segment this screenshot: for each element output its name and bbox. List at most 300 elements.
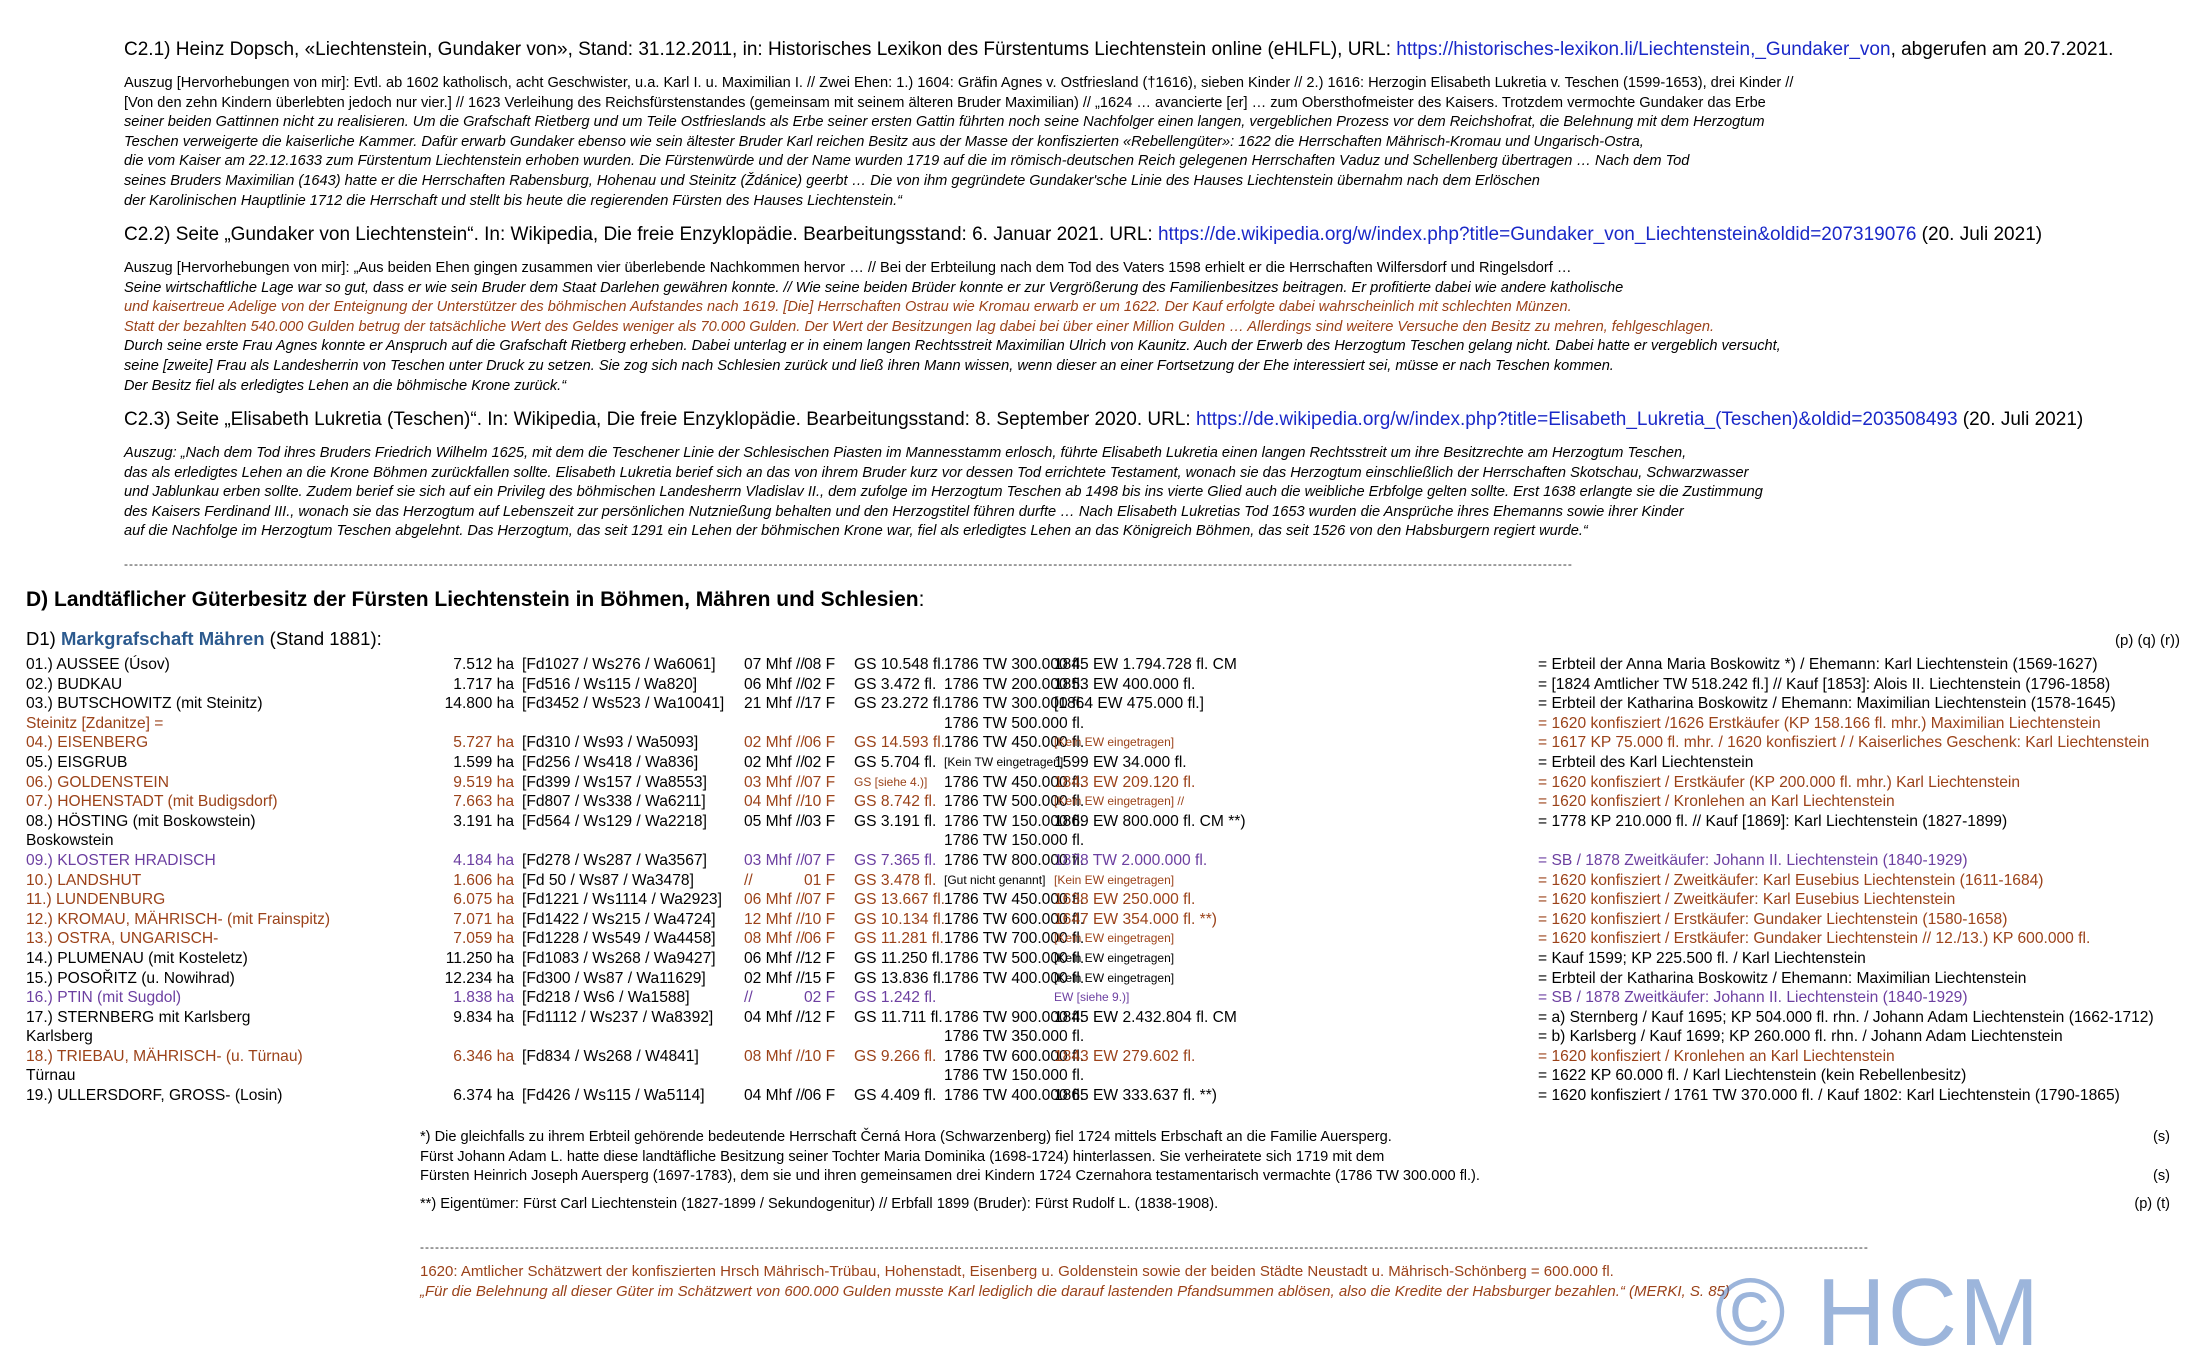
ownership-note: = 1620 konfisziert / Kronlehen an Karl Liechtenstein (1538, 793, 1895, 811)
spacer (1238, 929, 1538, 949)
footnote-doublestar: **) Eigentümer: Fürst Carl Liechtenstein (1827-1899 / Sekundogenitur) // Erbfall 1899 (Bruder): Fürst Rudolf L. (1838-1908). (p) (t) (420, 1195, 2170, 1212)
c21-line: [Von den zehn Kindern überlebten jedoch nur vier.] // 1623 Verleihung des Reichsfürstenstandes (gemeinsam mit seinem älteren Bruder Maximilian) // „1624 … avancierte [er] … zum Obersthofmeister des Kaisers. Trotzdem vermochte Gundaker das Erbe (124, 94, 1766, 111)
ownership-note: = 1620 konfisziert / Erstkäufer: Gundaker Liechtenstein (1580-1658) (1538, 910, 2008, 928)
section-c21 (124, 38, 2184, 211)
table-row (26, 910, 2191, 930)
fd-ws-wa: [Fd1083 / Ws268 / Wa9427] (522, 949, 716, 967)
c23-line: das als erledigtes Lehen an die Krone Böhmen zurückfallen sollte. Elisabeth Lukretia berief sich an das von ihrem Bruder kurz vor dessen Tod errichtete Testament, wonach sie das Herzogtum einschließlich der Herrschaften Skotschau, Schwarzwasser (124, 464, 1749, 481)
estate-name: Karlsberg (26, 1028, 93, 1046)
tw-value: 1786 TW 150.000 fl. (944, 832, 1085, 850)
area-ha: 5.727 ha (453, 734, 514, 752)
ownership-note: = 1620 konfisziert / Erstkäufer (KP 200.000 fl. mhr.) Karl Liechtenstein (1538, 773, 2021, 791)
ew-value: 1853 EW 400.000 fl. (1054, 675, 1196, 693)
area-ha: 11.250 ha (445, 949, 514, 967)
ownership-note: = a) Sternberg / Kauf 1695; KP 504.000 fl. rhn. / Johann Adam Liechtenstein (1662-1712) (1538, 1008, 2154, 1026)
ownership-note: = Kauf 1599; KP 225.500 fl. / Karl Liechtenstein (1538, 949, 1866, 967)
f: 12 F (804, 1008, 836, 1026)
table-row (26, 773, 2191, 793)
spacer (1238, 773, 1538, 793)
mhf: 08 Mhf // (744, 930, 805, 948)
f: 01 F (804, 871, 836, 889)
section-c23 (124, 408, 2184, 542)
ownership-note: = 1620 konfisziert / 1761 TW 370.000 fl. / Kauf 1802: Karl Liechtenstein (1790-1865) (1538, 1087, 2120, 1105)
estate-name: 03.) BUTSCHOWITZ (mit Steinitz) (26, 695, 263, 713)
tw-value: 1786 TW 350.000 fl. (944, 1028, 1085, 1046)
spacer (514, 655, 522, 675)
c23-line: und Jablunkau erben sollte. Zudem berief sie sich auf ein Privileg des böhmischen Landesherrn Vladislav II., dem zufolge im Herzogtum Teschen ab 1498 bis ins vierte Glied auch die weibliche Erbfolge gelten sollte. Erst 1638 erlangte sie die Zustimmung (124, 484, 1763, 501)
ew-value: 1869 EW 800.000 fl. CM **) (1054, 812, 1246, 830)
mhf: 04 Mhf // (744, 1008, 805, 1026)
fd-ws-wa: [Fd 50 / Ws87 / Wa3478] (522, 871, 694, 889)
estate-name: 02.) BUDKAU (26, 675, 123, 693)
ownership-note: = 1778 KP 210.000 fl. // Kauf [1869]: Karl Liechtenstein (1827-1899) (1538, 812, 2008, 830)
tw-value: 1786 TW 450.000 fl. (944, 773, 1085, 791)
c21-title: C2.1) Heinz Dopsch, «Liechtenstein, Gundaker von», Stand: 31.12.2011, in: Historisches Lexikon des Fürstentums Liechtenstein online (eHLFL), URL: https://historisches-lexikon.li/Liechtenstein,_Gundaker_von, abgerufen am 20.7.2021. (124, 39, 2114, 60)
c22-line: Durch seine erste Frau Agnes konnte er Anspruch auf die Grafschaft Rietberg erheben. Dabei unterlag er in einem langen Rechtsstreit Maximilian Ulrich von Kaunitz. Auch der Erwerb des Herzogtum Teschen gelang nicht. Dabei hatte er vergeblich versucht, (124, 338, 1781, 355)
estate-name: 19.) ULLERSDORF, GROSS- (Losin) (26, 1087, 283, 1105)
estate-name: 11.) LUNDENBURG (26, 891, 166, 909)
c22-line: seine [zweite] Frau als Landesherrin von Teschen unter Druck zu setzen. Sie zog sich nach Schlesien zurück und ließ ihren Mann wissen, wenn dieser an einer Fortsetzung der Ehe interessiert sei, müsse er nach Teschen kommen. (124, 357, 1614, 374)
spacer (1238, 1027, 1538, 1047)
ew-value: 1878 TW 2.000.000 fl. (1054, 851, 1208, 869)
ew-value: EW [siehe 9.)] (1054, 990, 1130, 1005)
ownership-note: = SB / 1878 Zweitkäufer: Johann II. Liechtenstein (1840-1929) (1538, 989, 1968, 1007)
fd-ws-wa: [Fd1221 / Ws1114 / Wa2923] (522, 891, 722, 909)
area-ha: 3.191 ha (453, 812, 514, 830)
tw-value: 1786 TW 700.000 fl. (944, 930, 1085, 948)
table-row (26, 655, 2191, 675)
f: 15 F (804, 969, 836, 987)
gs-value: GS 3.472 fl. (854, 675, 937, 693)
spacer (514, 988, 522, 1008)
tw-value: 1786 TW 150.000 fl. (944, 812, 1085, 830)
spacer (1238, 714, 1538, 734)
c21-excerpt (124, 74, 2184, 211)
ew-value: [1864 EW 475.000 fl.] (1054, 695, 1204, 713)
table-row (26, 871, 2191, 891)
f: 02 F (804, 675, 836, 693)
table-row (26, 714, 2191, 734)
gs-value: GS 5.704 fl. (854, 753, 937, 771)
fd-ws-wa: [Fd426 / Ws115 / Wa5114] (522, 1087, 705, 1105)
spacer (514, 890, 522, 910)
fd-ws-wa: [Fd834 / Ws268 / W4841] (522, 1047, 699, 1065)
fd-ws-wa: [Fd564 / Ws129 / Wa2218] (522, 812, 707, 830)
area-ha: 1.599 ha (453, 753, 514, 771)
spacer (1238, 851, 1538, 871)
spacer (1238, 694, 1538, 714)
c22-excerpt (124, 259, 2184, 396)
area-ha (406, 1066, 514, 1086)
gs-value: GS 3.191 fl. (854, 812, 937, 830)
spacer (1238, 910, 1538, 930)
fd-ws-wa: [Fd1228 / Ws549 / Wa4458] (522, 930, 716, 948)
tw-value: [Gut nicht genannt] (944, 872, 1046, 887)
ew-value: [Kein EW eingetragen] // (1054, 794, 1185, 809)
spacer (1238, 733, 1538, 753)
ownership-note (1538, 831, 2191, 851)
section-c22 (124, 223, 2184, 396)
mhf: 04 Mhf // (744, 793, 805, 811)
spacer (514, 929, 522, 949)
gs-value: GS 23.272 fl. (854, 695, 946, 713)
f: 08 F (804, 656, 836, 673)
mhf: 02 Mhf // (744, 753, 805, 771)
spacer (1238, 1066, 1538, 1086)
ownership-note: = 1620 konfisziert / Zweitkäufer: Karl Eusebius Liechtenstein (1538, 891, 1956, 909)
ew-value: [Kein EW eingetragen] (1054, 872, 1175, 887)
separator-line-bottom: -------------------------------------------------------------------------------------------------------------------------------------------------------------------------------------------------------------------------------------------------------------------------------------------------- (420, 1240, 1869, 1254)
area-ha (406, 1027, 514, 1047)
table-row (26, 753, 2191, 773)
f: 03 F (804, 812, 836, 830)
area-ha: 12.234 ha (444, 969, 514, 987)
ownership-note: = Erbteil der Katharina Boskowitz / Ehemann: Maximilian Liechtenstein (1578-1645) (1538, 695, 2116, 713)
c23-line: des Kaisers Ferdinand III., wonach sie das Herzogtum auf Lebenszeit zur persönlichen Nutznießung behalten und den Herzogstitel führen durfte … Nach Elisabeth Lukretias Tod 1653 wurden die Ansprüche ihres Ehemanns sowie ihrer Kinder (124, 503, 1684, 520)
spacer (514, 694, 522, 714)
mhf: 06 Mhf // (744, 675, 805, 693)
mhf (744, 714, 804, 734)
estate-name: 18.) TRIEBAU, MÄHRISCH- (u. Türnau) (26, 1047, 303, 1065)
estate-name: 07.) HOHENSTADT (mit Budigsdorf) (26, 793, 278, 811)
fd-ws-wa (522, 714, 744, 734)
mhf: 06 Mhf // (744, 949, 805, 967)
fd-ws-wa (522, 1066, 744, 1086)
spacer (1238, 988, 1538, 1008)
gs-value: GS 11.281 fl. (854, 930, 944, 948)
d1-region-name: Markgrafschaft Mähren (60, 628, 265, 649)
f (804, 1027, 854, 1047)
c22-url-link[interactable]: https://de.wikipedia.org/w/index.php?title=Gundaker_von_Liechtenstein&oldid=207319076 (1157, 224, 1917, 245)
estate-name: 14.) PLUMENAU (mit Kosteletz) (26, 949, 248, 967)
area-ha: 1.717 ha (453, 675, 514, 693)
spacer (514, 733, 522, 753)
c22-line: und kaisertreue Adelige von der Enteignung der Unterstützer des böhmischen Aufstandes nach 1619. [Die] Herrschaften Ostrau wie Kromau erwarb er um 1622. Der Kauf erfolgte dabei wahrscheinlich mit schlechten Münzen. (124, 299, 1572, 316)
estate-name: 01.) AUSSEE (Úsov) (26, 656, 170, 673)
gs-value: GS 3.478 fl. (854, 871, 937, 889)
gs-value: GS 11.250 fl. (854, 949, 944, 967)
spacer (514, 1008, 522, 1028)
gs-value: GS 4.409 fl. (854, 1087, 937, 1105)
table-row (26, 1086, 2191, 1106)
ew-value: 1599 EW 34.000 fl. (1054, 753, 1187, 771)
mhf: 07 Mhf // (744, 656, 805, 673)
fd-ws-wa: [Fd310 / Ws93 / Wa5093] (522, 734, 699, 752)
table-row (26, 969, 2191, 989)
spacer (1238, 890, 1538, 910)
estate-name: 08.) HÖSTING (mit Boskowstein) (26, 812, 256, 830)
f: 07 F (804, 851, 836, 869)
ownership-note: = 1620 konfisziert / Erstkäufer: Gundaker Liechtenstein // 12./13.) KP 600.000 fl. (1538, 930, 2091, 948)
f: 06 F (804, 930, 836, 948)
mhf: 06 Mhf // (744, 891, 805, 909)
spacer (514, 1047, 522, 1067)
spacer (514, 675, 522, 695)
gs-value: GS 1.242 fl. (854, 989, 937, 1007)
gs-value: GS 10.548 fl. (854, 656, 946, 673)
gs-value: GS 14.593 fl. (854, 734, 946, 752)
section-d-title: D) Landtäflicher Güterbesitz der Fürsten Liechtenstein in Böhmen, Mähren und Schlesien: (26, 588, 925, 611)
estate-name: 10.) LANDSHUT (26, 871, 142, 889)
copyright-watermark: © HCM (1715, 1259, 2042, 1366)
ownership-note: = Erbteil der Anna Maria Boskowitz *) / Ehemann: Karl Liechtenstein (1569-1627) (1538, 656, 2098, 673)
d1-title: D1) Markgrafschaft Mähren (Stand 1881): (26, 628, 382, 649)
tw-value: 1786 TW 500.000 fl. (944, 949, 1085, 967)
footnote-star: *) Die gleichfalls zu ihrem Erbteil gehörende bedeutende Herrschaft Černá Hora (Schwarzenberg) fiel 1724 mittels Erbschaft an die Familie Auersperg. (s) (420, 1129, 2170, 1145)
fd-ws-wa: [Fd399 / Ws157 / Wa8553] (522, 773, 707, 791)
area-ha: 1.838 ha (453, 989, 514, 1007)
fd-ws-wa: [Fd1027 / Ws276 / Wa6061] (522, 656, 716, 673)
estate-name: 12.) KROMAU, MÄHRISCH- (mit Frainspitz) (26, 910, 331, 928)
mhf: // (744, 989, 753, 1007)
mhf: 04 Mhf // (744, 1087, 805, 1105)
f: 06 F (804, 734, 836, 752)
estate-name: 05.) EISGRUB (26, 753, 128, 771)
estate-name: 13.) OSTRA, UNGARISCH- (26, 930, 219, 948)
table-row (26, 851, 2191, 871)
footnote-star-cont: Fürst Johann Adam L. hatte diese landtäfliche Besitzung seiner Tochter Maria Dominika (1698-1724) hinterlassen. Sie verheiratete sich 1719 mit dem (420, 1148, 1385, 1165)
fd-ws-wa: [Fd3452 / Ws523 / Wa10041] (522, 695, 725, 713)
spacer (1238, 871, 1538, 891)
ew-value: [Kein EW eingetragen] (1054, 931, 1175, 946)
f: 02 F (804, 753, 836, 771)
ew-value: 1638 EW 250.000 fl. (1054, 891, 1196, 909)
footnote-star-cont: Fürsten Heinrich Joseph Auersperg (1697-1783), dem sie und ihren gemeinsamen drei Kindern 1724 Czernahora testamentarisch vermachte (1786 TW 300.000 fl.). (s) (420, 1168, 2170, 1185)
estate-name: Boskowstein (26, 832, 114, 850)
table-row (26, 792, 2191, 812)
gs-value: GS 7.365 fl. (854, 851, 937, 869)
ew-value: 1845 EW 1.794.728 fl. CM (1054, 656, 1237, 673)
ownership-note: = 1620 konfisziert / Kronlehen an Karl Liechtenstein (1538, 1047, 1895, 1065)
c21-line: seines Bruders Maximilian (1643) hatte er die Herrschaften Rabensburg, Hohenau und Steinitz (Ždánice) geerbt … Die von ihm gegründete Gundaker'sche Linie des Hauses Liechtenstein übernahm nach dem Erlöschen (124, 172, 1540, 189)
tw-value: 1786 TW 500.000 fl. (944, 714, 1085, 732)
tw-value: 1786 TW 150.000 fl. (944, 1067, 1085, 1085)
area-ha: 14.800 ha (444, 695, 514, 713)
c23-excerpt (124, 444, 2184, 542)
table-row (26, 812, 2191, 832)
spacer (514, 1086, 522, 1106)
mhf: 03 Mhf // (744, 851, 805, 869)
mhf (744, 831, 804, 851)
table-row (26, 694, 2191, 714)
f: 07 F (804, 773, 836, 791)
spacer (514, 812, 522, 832)
spacer (514, 851, 522, 871)
c23-url-link[interactable]: https://de.wikipedia.org/w/index.php?title=Elisabeth_Lukretia_(Teschen)&oldid=203508493 (1195, 409, 1958, 430)
f: 10 F (804, 1047, 836, 1065)
spacer (514, 969, 522, 989)
mhf: // (744, 871, 753, 889)
spacer (1238, 1047, 1538, 1067)
table-row (26, 949, 2191, 969)
table-row (26, 1027, 2191, 1047)
ew-value: 1865 EW 333.637 fl. **) (1054, 1087, 1217, 1105)
fd-ws-wa: [Fd218 / Ws6 / Wa1588] (522, 989, 690, 1007)
gs-value (854, 1066, 944, 1086)
spacer (514, 792, 522, 812)
tw-value: 1786 TW 200.000 fl. (944, 675, 1085, 693)
f (804, 1066, 854, 1086)
c21-line: seiner beiden Gattinnen nicht zu realisieren. Um die Grafschaft Rietberg und um Teile Ostfrieslands als Erbe seiner ersten Gattin führten noch seine Nachfolger einen langen, vergeblichen Prozess vor dem Reichshofrat, die Belehnung mit dem Herzogtum (124, 114, 1765, 131)
mhf: 02 Mhf // (744, 969, 805, 987)
spacer (1238, 812, 1538, 832)
ew-value: [Kein EW eingetragen] (1054, 970, 1175, 985)
c21-line: die vom Kaiser am 22.12.1633 zum Fürstentum Liechtenstein erhoben wurden. Die Fürstenwürde und der Name wurden 1719 auf die im römisch-deutschen Reich gelegenen Herrschaften Vaduz und Schellenberg übertragen … Nach dem Tod (124, 153, 1690, 170)
gs-value (854, 714, 944, 734)
mhf: 12 Mhf // (744, 910, 805, 928)
fd-ws-wa (522, 831, 744, 851)
final-note-line: 1620: Amtlicher Schätzwert der konfiszierten Hrsch Mährisch-Trübau, Hohenstadt, Eisenberg u. Goldenstein sowie der beiden Städte Neustadt u. Mährisch-Schönberg = 600.000 fl. (420, 1263, 1614, 1280)
spacer (1238, 831, 1538, 851)
fd-ws-wa: [Fd278 / Ws287 / Wa3567] (522, 851, 707, 869)
ownership-note: = b) Karlsberg / Kauf 1699; KP 260.000 fl. rhn. / Johann Adam Liechtenstein (1538, 1028, 2063, 1046)
c23-line: Auszug: „Nach dem Tod ihres Bruders Friedrich Wilhelm 1625, mit dem die Teschener Linie der Schlesischen Piasten im Mannesstamm erlosch, führte Elisabeth Lukretia einen langen Rechtsstreit um ihre Besitzrechte am Herzogtum Teschen, (124, 445, 1687, 461)
mhf: 21 Mhf // (744, 695, 805, 713)
tw-value: 1786 TW 400.000 fl. (944, 1087, 1085, 1105)
spacer (514, 1066, 522, 1086)
area-ha: 7.059 ha (453, 930, 514, 948)
ew-value: 1845 EW 2.432.804 fl. CM (1054, 1008, 1237, 1026)
footnotes (420, 1128, 2170, 1214)
estate-name: 16.) PTIN (mit Sugdol) (26, 989, 182, 1007)
ownership-note: = Erbteil der Katharina Boskowitz / Ehemann: Maximilian Liechtenstein (1538, 969, 2027, 987)
f: 07 F (804, 891, 836, 909)
f: 12 F (804, 949, 836, 967)
ew-value: [Kein EW eingetragen] (1054, 950, 1175, 965)
mhf (744, 1027, 804, 1047)
estate-name: Türnau (26, 1067, 76, 1085)
estate-name: 06.) GOLDENSTEIN (26, 773, 169, 791)
spacer (514, 871, 522, 891)
area-ha (406, 831, 514, 851)
tw-value: 1786 TW 900.000 fl. (944, 1008, 1085, 1026)
fd-ws-wa (522, 1027, 744, 1047)
spacer (514, 949, 522, 969)
mhf: 08 Mhf // (744, 1047, 805, 1065)
gs-value: GS [siehe 4.)] (854, 774, 928, 789)
spacer (1238, 1086, 1538, 1106)
fd-ws-wa: [Fd1422 / Ws215 / Wa4724] (522, 910, 716, 928)
spacer (1238, 792, 1538, 812)
ew-value: 1843 EW 209.120 fl. (1054, 773, 1196, 791)
c21-line: Teschen verweigerte die kaiserliche Kammer. Dafür erwarb Gundaker ebenso wie sein ältester Bruder Karl reichen Besitz aus der Masse der konfiszierten «Rebellengüter»: 1622 die Herrschaften Mährisch-Kromau und Ungarisch-Ostra, (124, 133, 1644, 150)
c22-line: Statt der bezahlten 540.000 Gulden betrug der tatsächliche Wert des Geldes weniger als 70.000 Gulden. Der Wert der Besitzungen lag dabei bei über einer Million Gulden … Allerdings sind weitere Versuche den Besitz zu mehren, fehlgeschlagen. (124, 318, 1715, 335)
ownership-note: = 1617 KP 75.000 fl. mhr. / 1620 konfisziert / / Kaiserliches Geschenk: Karl Liechtenstein (1538, 734, 2150, 752)
mhf: 02 Mhf // (744, 734, 805, 752)
gs-value (854, 831, 944, 851)
ew-value: 1647 EW 354.000 fl. **) (1054, 910, 1217, 928)
area-ha: 6.346 ha (453, 1047, 514, 1065)
area-ha: 4.184 ha (453, 851, 514, 869)
ownership-note: = 1620 konfisziert /1626 Erstkäufer (KP 158.166 fl. mhr.) Maximilian Liechtenstein (1538, 714, 2101, 732)
tw-value: 1786 TW 600.000 fl. (944, 1047, 1085, 1065)
final-note (420, 1262, 1920, 1302)
gs-value: GS 9.266 fl. (854, 1047, 937, 1065)
fd-ws-wa: [Fd516 / Ws115 / Wa820] (522, 675, 698, 693)
mhf: 03 Mhf // (744, 773, 805, 791)
table-row (26, 831, 2191, 851)
f: 06 F (804, 1087, 836, 1105)
final-note-quote: „Für die Belehnung all dieser Güter im Schätzwert von 600.000 Gulden musste Karl lediglich die darauf lastenden Pfandsummen ablösen, also die Kredite der Habsburger bezahlen.“ (MERKI, S. 85) (420, 1283, 1730, 1300)
f: 17 F (804, 695, 836, 713)
area-ha: 7.663 ha (453, 793, 514, 811)
c22-title: C2.2) Seite „Gundaker von Liechtenstein“. In: Wikipedia, Die freie Enzyklopädie. Bearbeitungsstand: 6. Januar 2021. URL: https://de.wikipedia.org/w/index.php?title=Gundaker_von_Liechtenstein&oldid=207319076 (20. Juli 2021) (124, 224, 2043, 245)
spacer (1238, 949, 1538, 969)
area-ha: 7.512 ha (453, 656, 514, 673)
tw-value: 1786 TW 300.000 fl. (944, 656, 1085, 673)
area-ha: 1.606 ha (453, 871, 514, 889)
f: 10 F (804, 793, 836, 811)
area-ha: 7.071 ha (453, 910, 514, 928)
area-ha: 6.075 ha (453, 891, 514, 909)
separator-line: -------------------------------------------------------------------------------------------------------------------------------------------------------------------------------------------------------------------------------------------------------------------------------------------------- (124, 557, 1573, 571)
spacer (1238, 675, 1538, 695)
area-ha: 6.374 ha (453, 1087, 514, 1105)
ownership-note: = SB / 1878 Zweitkäufer: Johann II. Liechtenstein (1840-1929) (1538, 851, 1968, 869)
area-ha: 9.519 ha (453, 773, 514, 791)
f: 10 F (804, 910, 836, 928)
ew-value: 1843 EW 279.602 fl. (1054, 1047, 1196, 1065)
ew-value: [Kein EW eingetragen] (1054, 735, 1175, 750)
spacer (514, 910, 522, 930)
table-row (26, 890, 2191, 910)
spacer (1238, 969, 1538, 989)
gs-value: GS 13.667 fl. (854, 891, 946, 909)
c22-line: Auszug [Hervorhebungen von mir]: „Aus beiden Ehen gingen zusammen vier überlebende Nachkommen hervor … // Bei der Erbteilung nach dem Tod des Vaters 1598 erhielt er die Herrschaften Wilfersdorf und Ringelsdorf … (124, 260, 1572, 276)
gs-value: GS 11.711 fl. (854, 1008, 943, 1026)
mhf (744, 1066, 804, 1086)
spacer (1238, 655, 1538, 675)
gs-value: GS 10.134 fl. (854, 910, 946, 928)
estate-name: Steinitz [Zdanitze] = (26, 714, 164, 732)
gs-value: GS 13.836 fl. (854, 969, 946, 987)
tw-value (944, 988, 1054, 1008)
tw-value: 1786 TW 600.000 fl. (944, 910, 1085, 928)
area-ha: 9.834 ha (453, 1008, 514, 1026)
estate-name: 09.) KLOSTER HRADISCH (26, 851, 216, 869)
spacer (514, 773, 522, 793)
c22-line: Der Besitz fiel als erledigtes Lehen an die böhmische Krone zurück.“ (124, 377, 567, 394)
estate-name: 04.) EISENBERG (26, 734, 149, 752)
table-row (26, 1047, 2191, 1067)
c22-line: Seine wirtschaftliche Lage war so gut, dass er wie sein Bruder dem Staat Darlehen gewähren konnte. // Wie seine beiden Brüder konnte er zur Vergrößerung des Familienbesitzes beitragen. Er profitierte dabei wie andere katholische (124, 279, 1624, 296)
table-row (26, 1008, 2191, 1028)
c21-line: Auszug [Hervorhebungen von mir]: Evtl. ab 1602 katholisch, acht Geschwister, u.a. Karl I. u. Maximilian I. // Zwei Ehen: 1.) 1604: Gräfin Agnes v. Ostfriesland (†1616), sieben Kinder // 2.) 1616: Herzogin Elisabeth Lukretia v. Teschen (1599-1653), drei Kinder // (124, 75, 1794, 91)
c23-line: auf die Nachfolge im Herzogtum Teschen abgelehnt. Das Herzogtum, das seit 1291 ein Lehen der böhmischen Krone war, fiel als erledigtes Lehen an das Königreich Böhmen, das seit 1526 von den Habsburgern regiert wurde.“ (124, 523, 1588, 540)
estate-name: 17.) STERNBERG mit Karlsberg (26, 1008, 251, 1026)
spacer (1238, 1008, 1538, 1028)
fd-ws-wa: [Fd1112 / Ws237 / Wa8392] (522, 1008, 714, 1026)
spacer (514, 753, 522, 773)
ownership-note: = [1824 Amtlicher TW 518.242 fl.] // Kauf [1853]: Alois II. Liechtenstein (1796-1858) (1538, 675, 2111, 693)
spacer (514, 1027, 522, 1047)
area-ha (406, 714, 514, 734)
table-row (26, 675, 2191, 695)
table-row (26, 733, 2191, 753)
d1-references: (p) (q) (r)) (2115, 632, 2180, 649)
tw-value: 1786 TW 300.000 fl. (944, 695, 1085, 713)
ownership-note: = 1620 konfisziert / Zweitkäufer: Karl Eusebius Liechtenstein (1611-1684) (1538, 871, 2044, 889)
spacer (514, 831, 522, 851)
ownership-note: = 1622 KP 60.000 fl. / Karl Liechtenstein (kein Rebellenbesitz) (1538, 1067, 1967, 1085)
gs-value (854, 1027, 944, 1047)
tw-value: 1786 TW 450.000 fl. (944, 734, 1085, 752)
spacer (514, 714, 522, 734)
table-row (26, 1066, 2191, 1086)
c21-url-link[interactable]: https://historisches-lexikon.li/Liechtenstein,_Gundaker_von (1396, 39, 1891, 60)
f (804, 831, 854, 851)
table-row (26, 929, 2191, 949)
